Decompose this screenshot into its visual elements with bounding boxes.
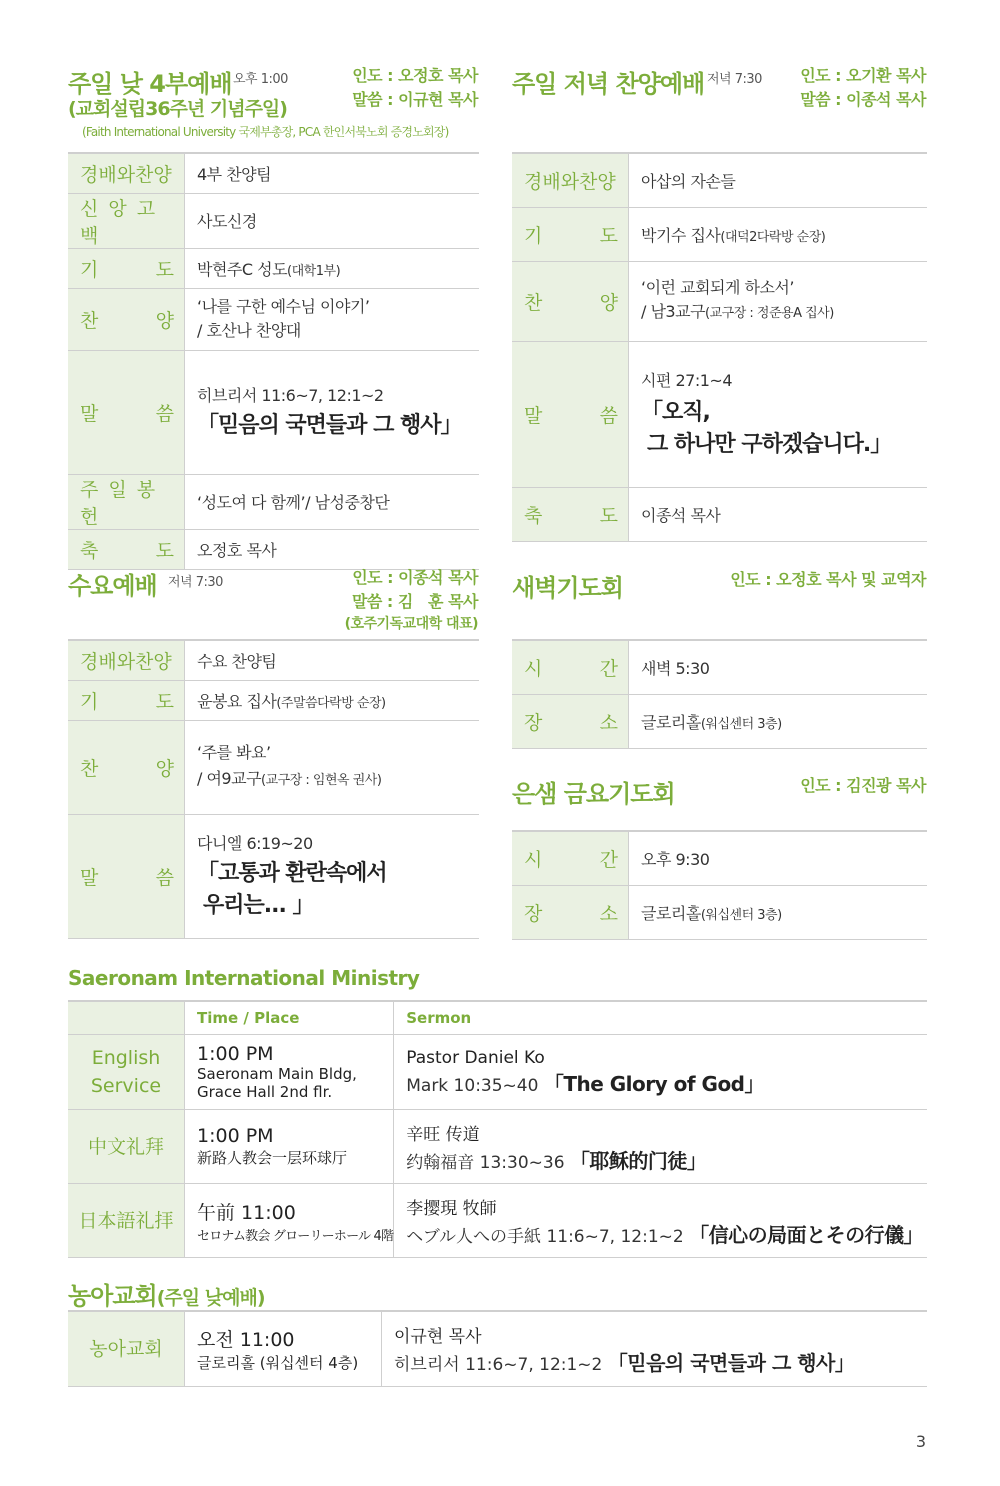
- sermon: Pastor Daniel Ko Mark 10:35~40 「The Glory of God」: [394, 1035, 927, 1110]
- row-key: 기 도: [68, 680, 185, 720]
- time-place: 午前 11:00 セロナム教会 グローリーホール 4階: [185, 1184, 394, 1258]
- row-value: [185, 350, 480, 474]
- row-key: 경배와찬양: [512, 153, 629, 207]
- friday-title: 은샘 금요기도회: [512, 780, 675, 808]
- row-key: 경배와찬양: [68, 640, 185, 680]
- header-blank: [68, 1001, 185, 1035]
- evening-time: 저녁 7:30: [707, 72, 762, 87]
- friday-leader: 인도 : 김진광 목사: [800, 776, 926, 795]
- deaf-title: 농아교회(주일 낮예배): [68, 1282, 265, 1310]
- row-value: 박기수 집사(대덕2다락방 순장): [629, 207, 928, 261]
- col-time-place: Time / Place: [185, 1001, 394, 1035]
- row-key: 축 도: [512, 487, 629, 541]
- wednesday-title: 수요예배: [68, 572, 157, 600]
- sermon-title: 「고통과 환란속에서: [197, 860, 387, 886]
- wednesday-time: 저녁 7:30: [168, 575, 223, 590]
- sermon-title: 「오직,: [641, 399, 710, 425]
- sermon-title: 「믿음의 국면들과 그 행사」: [197, 412, 462, 438]
- row-value: 새벽 5:30: [629, 640, 928, 694]
- row-value: 오정호 목사: [185, 529, 480, 569]
- row-key: 축 도: [68, 529, 185, 569]
- friday-table: [512, 830, 927, 940]
- leader-text: 인도 : 이종석 목사: [352, 568, 478, 587]
- sunday4-title: 주일 낮 4부예배: [68, 70, 232, 98]
- row-key: 주 일 봉 헌: [68, 474, 185, 529]
- sunday4-table: [68, 152, 479, 570]
- preacher-text: 말씀 : 이종석 목사: [800, 90, 926, 109]
- evening-table: [512, 152, 927, 542]
- row-value: 4부 찬양팀: [185, 153, 480, 193]
- dawn-table: [512, 639, 927, 749]
- row-value: 윤봉요 집사(주말씀다락방 순장): [185, 680, 480, 720]
- wednesday-leader: [345, 566, 478, 634]
- dawn-title: 새벽기도회: [512, 574, 623, 602]
- sunday4-time: 오후 1:00: [233, 72, 288, 87]
- row-key: 찬 양: [68, 720, 185, 814]
- deaf-table: [68, 1310, 927, 1387]
- scripture-ref: 시편 27:1~4: [641, 370, 733, 390]
- row-key: 농아교회: [68, 1311, 185, 1386]
- row-key: English Service: [68, 1035, 185, 1110]
- row-key: 말 씀: [512, 341, 629, 487]
- row-key: 시 간: [512, 640, 629, 694]
- row-key: 기 도: [68, 248, 185, 288]
- row-value: 수요 찬양팀: [185, 640, 480, 680]
- row-value: [629, 341, 928, 487]
- row-value: [185, 814, 480, 938]
- row-key: 中文礼拜: [68, 1110, 185, 1184]
- row-key: 신 앙 고 백: [68, 193, 185, 248]
- row-value: 아삽의 자손들: [629, 153, 928, 207]
- row-key: 찬 양: [68, 288, 185, 350]
- sermon: 李撄現 牧師 ヘブル人への手紙 11:6~7, 12:1~2 「信心の局面とその行儀」: [394, 1184, 927, 1258]
- row-value: 사도신경: [185, 193, 480, 248]
- row-value: 글로리홀(워십센터 3층): [629, 694, 928, 748]
- row-value: 글로리홀(워십센터 3층): [629, 885, 928, 939]
- sunday4-subtitle: (교회설립36주년 기념주일): [68, 98, 287, 120]
- row-key: 찬 양: [512, 261, 629, 341]
- row-value: 오후 9:30: [629, 831, 928, 885]
- time-place: 오전 11:00 글로리홀 (워십센터 4층): [185, 1311, 382, 1386]
- sunday4-note: (Faith International University 국제부총장, PCA 한인서북노회 증경노회장): [82, 125, 449, 139]
- row-key: 日本語礼拝: [68, 1184, 185, 1258]
- sermon-title: 그 하나만 구하겠습니다.」: [647, 431, 892, 457]
- scripture-ref: 히브리서 11:6~7, 12:1~2: [197, 385, 384, 405]
- row-key: 시 간: [512, 831, 629, 885]
- row-value: ‘성도여 다 함께’/ 남성중창단: [185, 474, 480, 529]
- row-value: 이종석 목사: [629, 487, 928, 541]
- row-value: ‘이런 교회되게 하소서’ / 남3교구(교구장 : 정준용A 집사): [629, 261, 928, 341]
- time-place: 1:00 PM Saeronam Main Bldg, Grace Hall 2nd flr.: [185, 1035, 394, 1110]
- page-number: 3: [915, 1432, 926, 1451]
- intl-title: Saeronam International Ministry: [68, 966, 420, 990]
- preacher-note: (호주기독교대학 대표): [344, 616, 478, 632]
- time-place: 1:00 PM 新路人教会一层环球厅: [185, 1110, 394, 1184]
- sermon: 이규현 목사 히브리서 11:6~7, 12:1~2 「믿음의 국면들과 그 행사」: [382, 1311, 928, 1386]
- row-key: 기 도: [512, 207, 629, 261]
- evening-title: 주일 저녁 찬양예배: [512, 70, 705, 98]
- row-value: ‘주를 봐요’ / 여9교구(교구장 : 임현옥 권사): [185, 720, 480, 814]
- sermon-title: 우리는... 」: [203, 892, 314, 918]
- sunday4-leader: [352, 64, 478, 112]
- leader-text: 인도 : 오정호 목사: [352, 66, 478, 85]
- row-key: 말 씀: [68, 350, 185, 474]
- row-key: 말 씀: [68, 814, 185, 938]
- dawn-leader: 인도 : 오정호 목사 및 교역자: [730, 570, 926, 589]
- row-value: 박현주C 성도(대학1부): [185, 248, 480, 288]
- row-key: 장 소: [512, 694, 629, 748]
- row-key: 장 소: [512, 885, 629, 939]
- intl-table: [68, 1000, 927, 1258]
- preacher-text: 말씀 : 이규현 목사: [352, 90, 478, 109]
- preacher-text: 말씀 : 김 훈 목사: [351, 592, 478, 611]
- col-sermon: Sermon: [394, 1001, 927, 1035]
- scripture-ref: 다니엘 6:19~20: [197, 833, 313, 853]
- wednesday-table: [68, 639, 479, 939]
- sermon: 辛旺 传道 约翰福音 13:30~36 「耶稣的门徒」: [394, 1110, 927, 1184]
- row-value: ‘나를 구한 예수님 이야기’ / 호산나 찬양대: [185, 288, 480, 350]
- evening-leader: [800, 64, 926, 112]
- row-key: 경배와찬양: [68, 153, 185, 193]
- leader-text: 인도 : 오기환 목사: [800, 66, 926, 85]
